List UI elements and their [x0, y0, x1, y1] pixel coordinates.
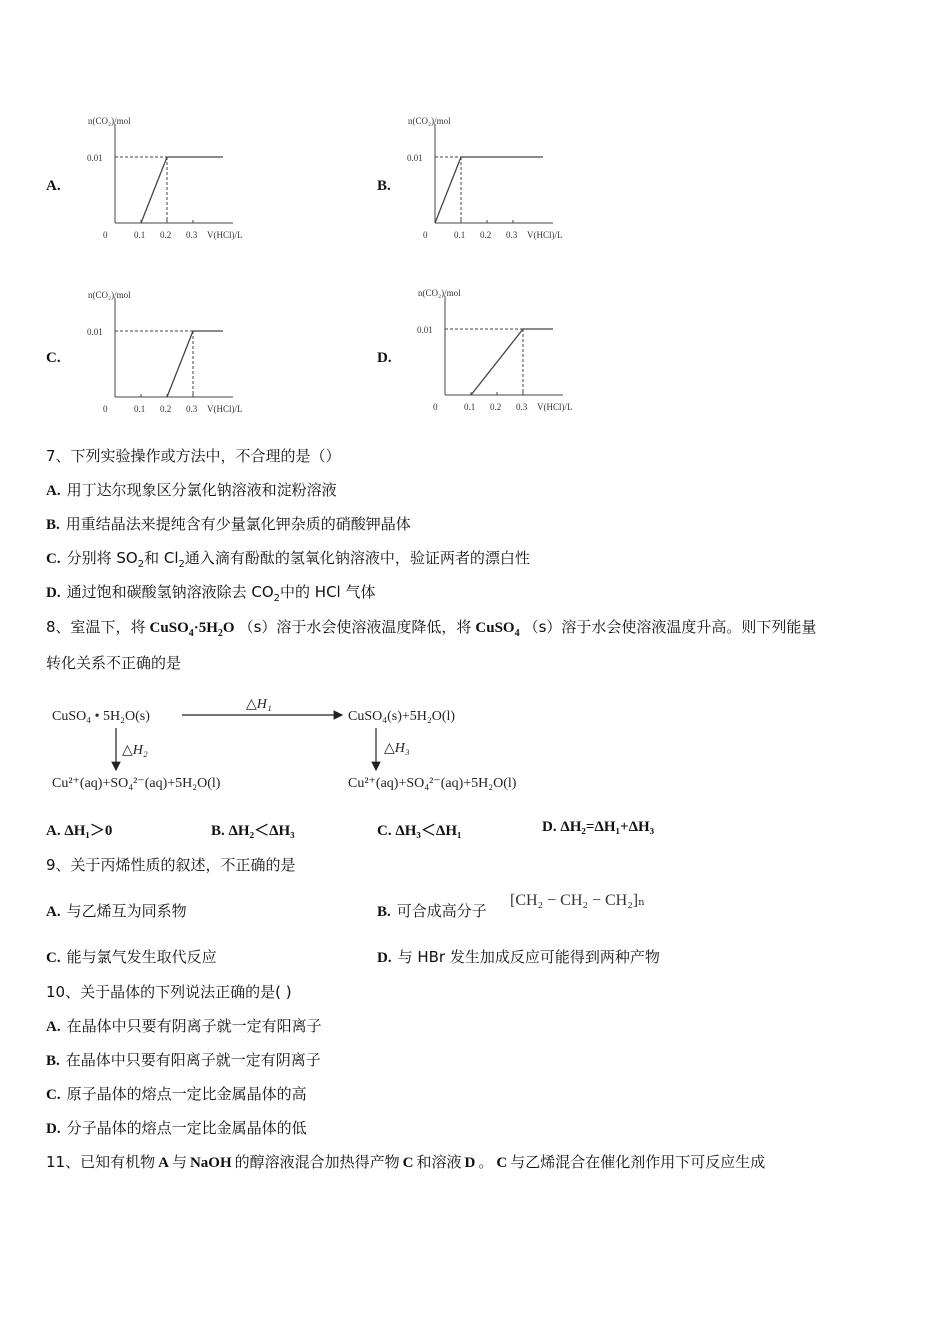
y-axis-label: n(CO₂)/mol — [88, 116, 131, 126]
y-tick-label: 0.01 — [407, 153, 423, 163]
polymer-formula: [CH₂ − CH₂ − CH₂]ₙ — [510, 892, 646, 909]
x-tick-label: 0.1 — [134, 404, 146, 414]
q10-option-a: A. 在晶体中只要有阴离子就一定有阳离子 — [46, 1017, 322, 1035]
x-tick-label: 0 — [103, 230, 108, 240]
x-tick-label: 0 — [103, 404, 108, 414]
graph-option-d — [410, 284, 590, 419]
q7-option-a: A. 用丁达尔现象区分氯化钠溶液和淀粉溶液 — [46, 481, 337, 499]
x-tick-label: 0.1 — [454, 230, 466, 240]
q8-option-c: C. ΔH₃＜ΔH₁ — [377, 823, 462, 839]
scheme-arrow-top-label: △H₁ — [246, 697, 272, 712]
data-series-line — [471, 329, 553, 395]
y-tick-label: 0.01 — [417, 325, 433, 335]
x-tick-label: 0.2 — [480, 230, 492, 240]
x-axis-label: V(HCl)/L — [537, 402, 573, 412]
x-tick-label: 0.3 — [506, 230, 518, 240]
data-series-line — [141, 157, 223, 223]
graph-option-a — [80, 112, 260, 247]
q10-option-b: B. 在晶体中只要有阳离子就一定有阴离子 — [46, 1051, 321, 1069]
scheme-arrow-right-label: △H₃ — [384, 741, 410, 756]
option-c-letter: C. — [46, 350, 61, 366]
option-d-letter: D. — [377, 350, 392, 366]
x-axis-label: V(HCl)/L — [527, 230, 563, 240]
x-axis-label: V(HCl)/L — [207, 230, 243, 240]
q9-stem: 9、关于丙烯性质的叙述，不正确的是 — [46, 856, 296, 874]
q8-option-b: B. ΔH₂＜ΔH₃ — [211, 823, 295, 839]
y-axis-label: n(CO₂)/mol — [88, 290, 131, 300]
option-b-letter: B. — [377, 178, 391, 194]
scheme-bottom-right: Cu²⁺(aq)+SO₄²⁻(aq)+5H₂O(l) — [348, 776, 517, 791]
x-tick-label: 0 — [433, 402, 438, 412]
q8-stem-line1: 8、室温下，将 $CuSO_4\cdot 5H_2O$ （s）溶于水会使溶液温度降低，将 CuSO$_4$ （s）溶于水会使溶液温度升高。则下列能量 — [46, 618, 817, 639]
q9-option-b: B. 可合成高分子 — [377, 902, 487, 920]
q11-stem: 11、已知有机物 A 与 NaOH 的醇溶液混合加热得产物 C 和溶液 D 。 C 与乙烯混合在催化剂作用下可反应生成 — [46, 1153, 766, 1171]
graph-option-b — [400, 112, 585, 247]
x-tick-label: 0.2 — [160, 230, 172, 240]
x-tick-label: 0.1 — [464, 402, 476, 412]
x-tick-label: 0.3 — [516, 402, 528, 412]
scheme-arrow-left-label: △H₂ — [122, 743, 148, 758]
x-tick-label: 0.1 — [134, 230, 146, 240]
scheme-top-right: CuSO₄(s)+5H₂O(l) — [348, 709, 456, 724]
q8-option-d: D. ΔH₂=ΔH₁+ΔH₃ — [542, 819, 655, 835]
q9-option-c: C. 能与氯气发生取代反应 — [46, 948, 217, 966]
data-series-line — [167, 331, 223, 397]
y-axis-label: n(CO₂)/mol — [418, 288, 461, 298]
x-tick-label: 0.2 — [160, 404, 172, 414]
q9-option-d: D. 与 HBr 发生加成反应可能得到两种产物 — [377, 948, 660, 966]
x-tick-label: 0.2 — [490, 402, 502, 412]
q9-option-a: A. 与乙烯互为同系物 — [46, 902, 187, 920]
data-series-line — [435, 157, 543, 223]
energy-scheme — [46, 692, 566, 802]
q8-option-a: A. ΔH₁＞0 — [46, 823, 113, 839]
q7-option-d: D. 通过饱和碳酸氢钠溶液除去 $CO_2$中的 HCl 气体 — [46, 583, 376, 604]
q8-stem-line2: 转化关系不正确的是 — [46, 654, 182, 672]
q7-stem: 7、下列实验操作或方法中，不合理的是（） — [46, 447, 341, 465]
option-a-letter: A. — [46, 178, 61, 194]
y-axis-label: n(CO₂)/mol — [408, 116, 451, 126]
q10-option-c: C. 原子晶体的熔点一定比金属晶体的高 — [46, 1085, 307, 1103]
q7-option-c: C. 分别将 $SO_2$和 $Cl_2$通入滴有酚酞的氢氧化钠溶液中，验证两者的漂白性 — [46, 549, 530, 570]
x-axis-label: V(HCl)/L — [207, 404, 243, 414]
scheme-bottom-left: Cu²⁺(aq)+SO₄²⁻(aq)+5H₂O(l) — [52, 776, 221, 791]
x-tick-label: 0.3 — [186, 404, 198, 414]
scheme-top-left: CuSO₄ • 5H₂O(s) — [52, 709, 150, 724]
q10-option-d: D. 分子晶体的熔点一定比金属晶体的低 — [46, 1119, 307, 1137]
q7-option-b: B. 用重结晶法来提纯含有少量氯化钾杂质的硝酸钾晶体 — [46, 515, 411, 533]
x-tick-label: 0 — [423, 230, 428, 240]
graph-option-c — [80, 286, 260, 421]
y-tick-label: 0.01 — [87, 153, 103, 163]
x-tick-label: 0.3 — [186, 230, 198, 240]
q10-stem: 10、关于晶体的下列说法正确的是( ) — [46, 983, 292, 1001]
y-tick-label: 0.01 — [87, 327, 103, 337]
